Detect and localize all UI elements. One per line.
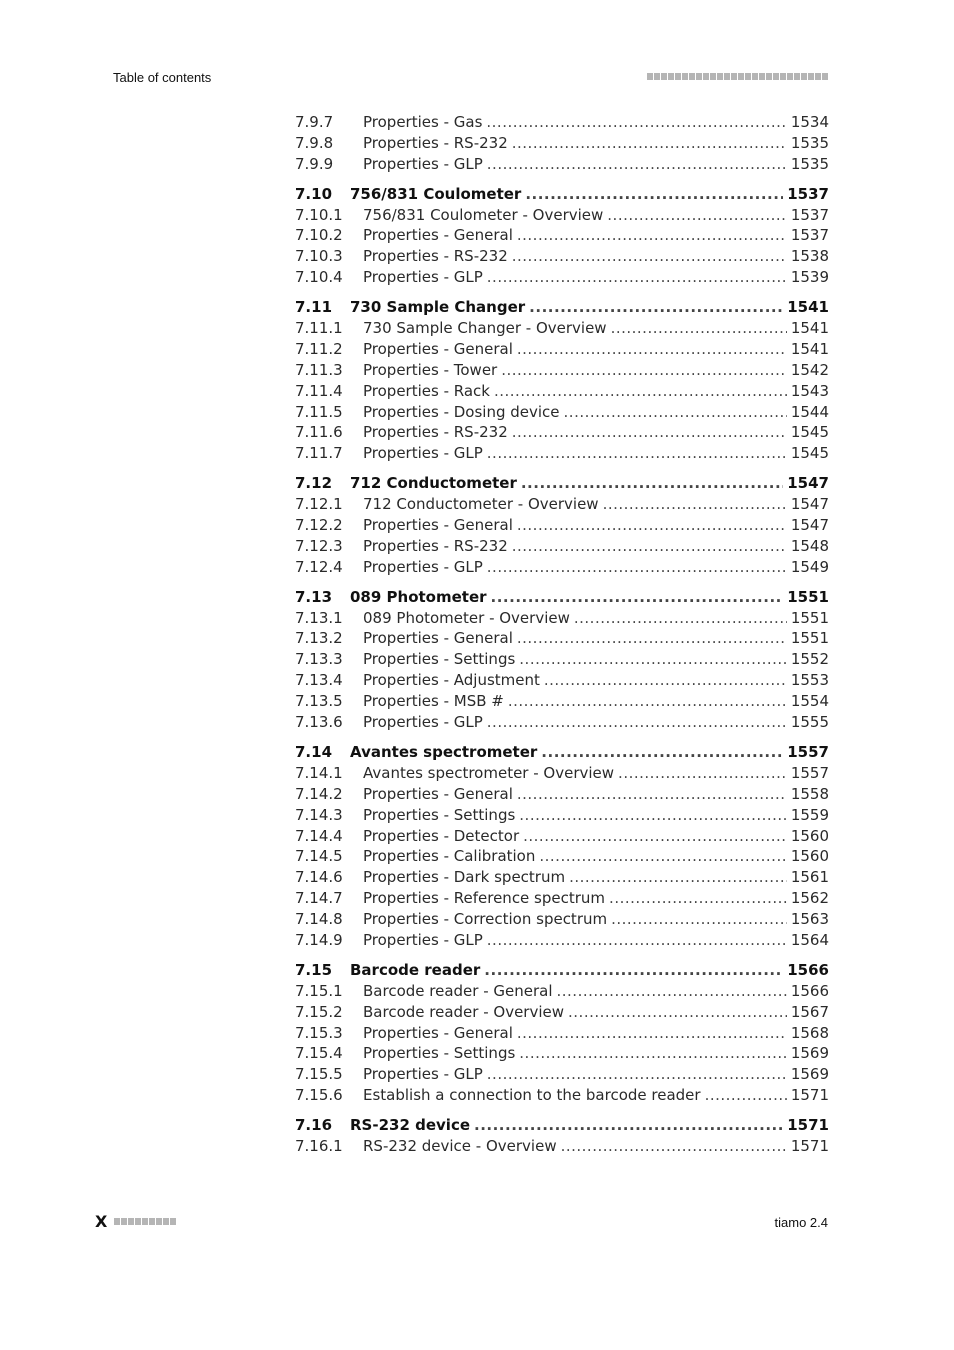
toc-entry-page: 1535 xyxy=(790,154,829,173)
toc-section-heading[interactable] xyxy=(295,297,829,318)
toc-section-heading[interactable] xyxy=(295,587,829,608)
toc-entry-title: Properties - Detector xyxy=(363,826,520,845)
toc-entry[interactable] xyxy=(295,515,829,536)
toc-entry-title: Establish a connection to the barcode reader xyxy=(363,1086,701,1105)
toc-entry[interactable] xyxy=(295,981,829,1002)
toc-entry-number: 7.14.7 xyxy=(295,889,343,908)
footer-product-name: tiamo 2.4 xyxy=(774,1215,828,1230)
toc-entry-title: Barcode reader - General xyxy=(363,981,553,1000)
toc-entry-number: 7.13.5 xyxy=(295,692,343,711)
toc-entry-page: 1571 xyxy=(787,1116,829,1135)
toc-section xyxy=(295,112,829,175)
toc-entry[interactable] xyxy=(295,608,829,629)
toc-entry-page: 1537 xyxy=(790,226,829,245)
toc-entry[interactable] xyxy=(295,888,829,909)
toc-entry-number: 7.12.1 xyxy=(295,495,343,514)
toc-entry[interactable] xyxy=(295,360,829,381)
toc-entry-title: Properties - Reference spectrum xyxy=(363,889,606,908)
toc-dot-leader xyxy=(508,691,787,712)
toc-dot-leader xyxy=(517,225,787,246)
toc-entry-number: 7.10.3 xyxy=(295,247,343,266)
toc-entry-title: 089 Photometer - Overview xyxy=(363,608,570,627)
toc-entry-page: 1541 xyxy=(790,319,829,338)
toc-entry-title: Properties - Adjustment xyxy=(363,671,540,690)
toc-dot-leader xyxy=(705,1085,787,1106)
toc-entry-title: 712 Conductometer - Overview xyxy=(363,495,599,514)
toc-entry[interactable] xyxy=(295,867,829,888)
toc-entry-page: 1562 xyxy=(790,889,829,908)
toc-entry-title: Properties - Dark spectrum xyxy=(363,868,566,887)
toc-entry-number: 7.14.2 xyxy=(295,784,343,803)
toc-entry[interactable] xyxy=(295,1064,829,1085)
toc-entry-title: Properties - RS-232 xyxy=(363,133,508,152)
decorative-square xyxy=(710,73,716,80)
decorative-square xyxy=(121,1218,127,1225)
toc-dot-leader xyxy=(519,805,787,826)
toc-entry-title: Properties - MSB # xyxy=(363,692,504,711)
toc-dot-leader xyxy=(574,608,787,629)
toc-entry-page: 1563 xyxy=(790,910,829,929)
toc-entry[interactable] xyxy=(295,805,829,826)
toc-section xyxy=(295,1115,829,1157)
toc-dot-leader xyxy=(539,846,786,867)
toc-entry-title: Barcode reader xyxy=(350,960,481,979)
decorative-square xyxy=(696,73,702,80)
decorative-square xyxy=(780,73,786,80)
decorative-square xyxy=(752,73,758,80)
toc-entry[interactable] xyxy=(295,846,829,867)
toc-entry-number: 7.14.3 xyxy=(295,805,343,824)
decorative-square xyxy=(647,73,653,80)
toc-entry-number: 7.15 xyxy=(295,960,333,979)
toc-entry[interactable] xyxy=(295,422,829,443)
toc-dot-leader xyxy=(487,154,787,175)
toc-entry-number: 7.11.5 xyxy=(295,402,343,421)
toc-dot-leader xyxy=(491,587,784,608)
toc-entry-page: 1560 xyxy=(790,826,829,845)
toc-dot-leader xyxy=(519,1043,787,1064)
toc-entry-page: 1566 xyxy=(787,960,829,979)
toc-entry[interactable] xyxy=(295,381,829,402)
toc-entry-title: Properties - General xyxy=(363,516,513,535)
decorative-square xyxy=(661,73,667,80)
toc-entry-page: 1551 xyxy=(790,629,829,648)
toc-dot-leader xyxy=(487,712,787,733)
decorative-square xyxy=(815,73,821,80)
toc-entry-page: 1542 xyxy=(790,360,829,379)
toc-entry[interactable] xyxy=(295,133,829,154)
toc-entry-number: 7.13.1 xyxy=(295,608,343,627)
toc-entry-page: 1551 xyxy=(787,587,829,606)
toc-entry-page: 1545 xyxy=(790,444,829,463)
toc-entry[interactable] xyxy=(295,1085,829,1106)
toc-entry-title: Properties - General xyxy=(363,784,513,803)
toc-entry-number: 7.11.7 xyxy=(295,444,343,463)
toc-entry[interactable] xyxy=(295,1002,829,1023)
decorative-square xyxy=(135,1218,141,1225)
toc-entry-number: 7.11.3 xyxy=(295,360,343,379)
toc-dot-leader xyxy=(512,422,787,443)
decorative-square xyxy=(114,1218,120,1225)
toc-entry[interactable] xyxy=(295,712,829,733)
decorative-square xyxy=(689,73,695,80)
toc-dot-leader xyxy=(529,297,783,318)
toc-dot-leader xyxy=(487,930,787,951)
decorative-square xyxy=(703,73,709,80)
toc-entry-title: Properties - General xyxy=(363,339,513,358)
toc-entry-number: 7.10.1 xyxy=(295,205,343,224)
toc-entry[interactable] xyxy=(295,318,829,339)
toc-entry-title: Properties - Settings xyxy=(363,650,516,669)
toc-entry-number: 7.12.3 xyxy=(295,536,343,555)
decorative-square xyxy=(128,1218,134,1225)
toc-entry-number: 7.11.1 xyxy=(295,319,343,338)
toc-entry-page: 1569 xyxy=(790,1044,829,1063)
toc-entry-title: Properties - General xyxy=(363,629,513,648)
toc-entry-title: Properties - GLP xyxy=(363,930,483,949)
toc-dot-leader xyxy=(494,381,787,402)
toc-entry-title: Properties - General xyxy=(363,226,513,245)
toc-entry-title: Properties - GLP xyxy=(363,268,483,287)
decorative-square xyxy=(682,73,688,80)
toc-entry[interactable] xyxy=(295,246,829,267)
toc-section xyxy=(295,960,829,1106)
toc-entry-number: 7.15.5 xyxy=(295,1065,343,1084)
toc-entry-number: 7.16 xyxy=(295,1116,333,1135)
decorative-square xyxy=(731,73,737,80)
toc-section xyxy=(295,587,829,733)
toc-entry-page: 1544 xyxy=(790,402,829,421)
toc-entry-title: 756/831 Coulometer xyxy=(350,184,522,203)
toc-entry-title: Properties - Dosing device xyxy=(363,402,560,421)
toc-dot-leader xyxy=(607,205,787,226)
toc-entry-number: 7.11 xyxy=(295,298,333,317)
decorative-square xyxy=(794,73,800,80)
toc-entry-page: 1568 xyxy=(790,1023,829,1042)
decorative-square xyxy=(142,1218,148,1225)
decorative-square xyxy=(773,73,779,80)
toc-dot-leader xyxy=(501,360,787,381)
toc-entry-title: Properties - RS-232 xyxy=(363,247,508,266)
toc-dot-leader xyxy=(521,473,783,494)
toc-entry-number: 7.13.3 xyxy=(295,650,343,669)
toc-entry[interactable] xyxy=(295,670,829,691)
toc-entry-title: Properties - RS-232 xyxy=(363,536,508,555)
toc-entry-page: 1571 xyxy=(790,1136,829,1155)
toc-dot-leader xyxy=(487,1064,787,1085)
toc-entry-number: 7.10.2 xyxy=(295,226,343,245)
toc-entry[interactable] xyxy=(295,1023,829,1044)
toc-entry-title: Properties - Correction spectrum xyxy=(363,910,608,929)
toc-entry-number: 7.16.1 xyxy=(295,1136,343,1155)
toc-entry-page: 1551 xyxy=(790,608,829,627)
toc-entry-title: 730 Sample Changer xyxy=(350,298,526,317)
toc-dot-leader xyxy=(487,557,787,578)
toc-section xyxy=(295,742,829,951)
toc-entry-page: 1541 xyxy=(790,339,829,358)
decorative-square xyxy=(668,73,674,80)
decorative-square xyxy=(822,73,828,80)
toc-entry-title: Properties - GLP xyxy=(363,557,483,576)
toc-entry-title: Properties - General xyxy=(363,1023,513,1042)
toc-entry-number: 7.11.6 xyxy=(295,423,343,442)
toc-entry-page: 1552 xyxy=(790,650,829,669)
toc-dot-leader xyxy=(618,763,787,784)
toc-entry-page: 1554 xyxy=(790,692,829,711)
toc-dot-leader xyxy=(474,1115,783,1136)
toc-section xyxy=(295,184,829,288)
decorative-square xyxy=(170,1218,176,1225)
toc-entry-page: 1547 xyxy=(790,516,829,535)
toc-dot-leader xyxy=(512,133,787,154)
toc-dot-leader xyxy=(523,826,787,847)
toc-entry[interactable] xyxy=(295,267,829,288)
toc-dot-leader xyxy=(487,443,787,464)
toc-entry-title: Properties - GLP xyxy=(363,1065,483,1084)
toc-entry-page: 1537 xyxy=(787,184,829,203)
table-of-contents xyxy=(295,112,829,1166)
toc-entry-page: 1539 xyxy=(790,268,829,287)
toc-dot-leader xyxy=(519,649,787,670)
toc-dot-leader xyxy=(512,246,787,267)
decorative-square xyxy=(787,73,793,80)
toc-entry-number: 7.12.4 xyxy=(295,557,343,576)
toc-entry-number: 7.14.5 xyxy=(295,847,343,866)
toc-entry[interactable] xyxy=(295,784,829,805)
toc-entry-title: Properties - Tower xyxy=(363,360,498,379)
decorative-square xyxy=(808,73,814,80)
toc-entry-title: Properties - GLP xyxy=(363,444,483,463)
toc-entry-number: 7.13.4 xyxy=(295,671,343,690)
toc-entry-page: 1548 xyxy=(790,536,829,555)
toc-entry-number: 7.14.4 xyxy=(295,826,343,845)
decorative-square xyxy=(163,1218,169,1225)
toc-dot-leader xyxy=(541,742,783,763)
toc-entry-title: Properties - RS-232 xyxy=(363,423,508,442)
decorative-square xyxy=(738,73,744,80)
toc-entry-number: 7.14.9 xyxy=(295,930,343,949)
toc-entry[interactable] xyxy=(295,930,829,951)
toc-entry-page: 1547 xyxy=(790,495,829,514)
toc-dot-leader xyxy=(486,112,786,133)
toc-dot-leader xyxy=(569,867,787,888)
toc-entry-page: 1555 xyxy=(790,713,829,732)
toc-entry-number: 7.15.4 xyxy=(295,1044,343,1063)
toc-dot-leader xyxy=(484,960,783,981)
toc-section xyxy=(295,297,829,464)
toc-entry[interactable] xyxy=(295,1136,829,1157)
toc-entry-title: Barcode reader - Overview xyxy=(363,1002,565,1021)
toc-entry-number: 7.15.6 xyxy=(295,1086,343,1105)
toc-entry-number: 7.12 xyxy=(295,474,333,493)
toc-entry-number: 7.9.8 xyxy=(295,133,334,152)
toc-entry[interactable] xyxy=(295,557,829,578)
toc-dot-leader xyxy=(517,339,787,360)
toc-dot-leader xyxy=(544,670,787,691)
toc-entry-page: 1567 xyxy=(790,1002,829,1021)
toc-entry-number: 7.11.2 xyxy=(295,339,343,358)
toc-section-heading[interactable] xyxy=(295,184,829,205)
toc-dot-leader xyxy=(609,888,787,909)
toc-entry-page: 1553 xyxy=(790,671,829,690)
toc-entry[interactable] xyxy=(295,205,829,226)
toc-entry-number: 7.10 xyxy=(295,184,333,203)
toc-entry-number: 7.13.6 xyxy=(295,713,343,732)
toc-dot-leader xyxy=(517,628,787,649)
toc-entry[interactable] xyxy=(295,443,829,464)
toc-entry-title: Properties - Settings xyxy=(363,805,516,824)
toc-dot-leader xyxy=(568,1002,787,1023)
toc-entry[interactable] xyxy=(295,763,829,784)
toc-dot-leader xyxy=(517,784,787,805)
toc-entry-number: 7.14.6 xyxy=(295,868,343,887)
toc-entry-page: 1564 xyxy=(790,930,829,949)
toc-dot-leader xyxy=(561,1136,787,1157)
toc-entry-number: 7.13.2 xyxy=(295,629,343,648)
toc-entry-title: Properties - Rack xyxy=(363,381,490,400)
decorative-square xyxy=(156,1218,162,1225)
toc-entry-title: 089 Photometer xyxy=(350,587,487,606)
toc-entry-title: Properties - GLP xyxy=(363,713,483,732)
toc-entry-page: 1558 xyxy=(790,784,829,803)
toc-entry-page: 1534 xyxy=(790,113,829,131)
toc-dot-leader xyxy=(603,494,787,515)
toc-entry[interactable] xyxy=(295,1043,829,1064)
toc-entry-title: Properties - Calibration xyxy=(363,847,536,866)
toc-entry-page: 1549 xyxy=(790,557,829,576)
toc-entry-page: 1557 xyxy=(787,742,829,761)
toc-entry-page: 1535 xyxy=(790,133,829,152)
toc-entry-number: 7.13 xyxy=(295,587,333,606)
toc-entry-title: Properties - Settings xyxy=(363,1044,516,1063)
toc-entry[interactable] xyxy=(295,402,829,423)
toc-entry-number: 7.9.7 xyxy=(295,113,334,131)
toc-entry-title: 730 Sample Changer - Overview xyxy=(363,319,607,338)
toc-entry-page: 1569 xyxy=(790,1065,829,1084)
toc-entry[interactable] xyxy=(295,536,829,557)
toc-entry[interactable] xyxy=(295,112,829,133)
toc-section-heading[interactable] xyxy=(295,1115,829,1136)
toc-dot-leader xyxy=(557,981,787,1002)
toc-entry-title: 756/831 Coulometer - Overview xyxy=(363,205,604,224)
toc-section-heading[interactable] xyxy=(295,473,829,494)
toc-entry-page: 1545 xyxy=(790,423,829,442)
toc-entry[interactable] xyxy=(295,494,829,515)
toc-entry[interactable] xyxy=(295,826,829,847)
toc-entry-page: 1541 xyxy=(787,298,829,317)
toc-entry-page: 1566 xyxy=(790,981,829,1000)
toc-section-heading[interactable] xyxy=(295,742,829,763)
decorative-square xyxy=(654,73,660,80)
toc-entry-number: 7.14 xyxy=(295,742,333,761)
decorative-square xyxy=(759,73,765,80)
toc-entry-title: Avantes spectrometer - Overview xyxy=(363,763,615,782)
toc-entry-page: 1557 xyxy=(790,763,829,782)
toc-entry-title: 712 Conductometer xyxy=(350,474,517,493)
toc-entry-title: RS-232 device xyxy=(350,1116,471,1135)
toc-entry-title: Properties - GLP xyxy=(363,154,483,173)
toc-entry-page: 1571 xyxy=(790,1086,829,1105)
toc-entry-number: 7.14.1 xyxy=(295,763,343,782)
toc-entry-page: 1538 xyxy=(790,247,829,266)
toc-entry-number: 7.10.4 xyxy=(295,268,343,287)
decorative-square xyxy=(766,73,772,80)
toc-entry[interactable] xyxy=(295,339,829,360)
toc-entry-number: 7.14.8 xyxy=(295,910,343,929)
toc-entry-page: 1543 xyxy=(790,381,829,400)
toc-entry-title: Properties - Gas xyxy=(363,113,483,131)
decorative-square xyxy=(724,73,730,80)
toc-dot-leader xyxy=(525,184,783,205)
toc-dot-leader xyxy=(517,515,787,536)
toc-entry-number: 7.11.4 xyxy=(295,381,343,400)
toc-entry-number: 7.9.9 xyxy=(295,154,334,173)
toc-entry-number: 7.15.1 xyxy=(295,981,343,1000)
footer-page-letter: X xyxy=(95,1212,108,1231)
toc-entry[interactable] xyxy=(295,628,829,649)
toc-entry-page: 1560 xyxy=(790,847,829,866)
toc-entry-page: 1537 xyxy=(790,205,829,224)
toc-section xyxy=(295,473,829,577)
footer-decorative-squares xyxy=(114,1218,176,1225)
toc-dot-leader xyxy=(517,1023,787,1044)
toc-entry-number: 7.15.3 xyxy=(295,1023,343,1042)
decorative-square xyxy=(675,73,681,80)
toc-entry-page: 1547 xyxy=(787,474,829,493)
toc-dot-leader xyxy=(512,536,787,557)
toc-entry[interactable] xyxy=(295,225,829,246)
toc-entry-page: 1559 xyxy=(790,805,829,824)
toc-dot-leader xyxy=(611,318,787,339)
toc-dot-leader xyxy=(487,267,787,288)
toc-entry[interactable] xyxy=(295,909,829,930)
toc-section-heading[interactable] xyxy=(295,960,829,981)
running-header-title: Table of contents xyxy=(113,70,212,85)
toc-entry[interactable] xyxy=(295,691,829,712)
toc-entry-title: RS-232 device - Overview xyxy=(363,1136,557,1155)
toc-entry-page: 1561 xyxy=(790,868,829,887)
toc-dot-leader xyxy=(564,402,787,423)
decorative-square xyxy=(745,73,751,80)
toc-entry-number: 7.12.2 xyxy=(295,516,343,535)
header-decorative-squares xyxy=(647,73,828,80)
toc-entry[interactable] xyxy=(295,154,829,175)
decorative-square xyxy=(801,73,807,80)
toc-dot-leader xyxy=(611,909,787,930)
decorative-square xyxy=(149,1218,155,1225)
decorative-square xyxy=(717,73,723,80)
toc-entry-number: 7.15.2 xyxy=(295,1002,343,1021)
toc-entry[interactable] xyxy=(295,649,829,670)
toc-entry-title: Avantes spectrometer xyxy=(350,742,538,761)
